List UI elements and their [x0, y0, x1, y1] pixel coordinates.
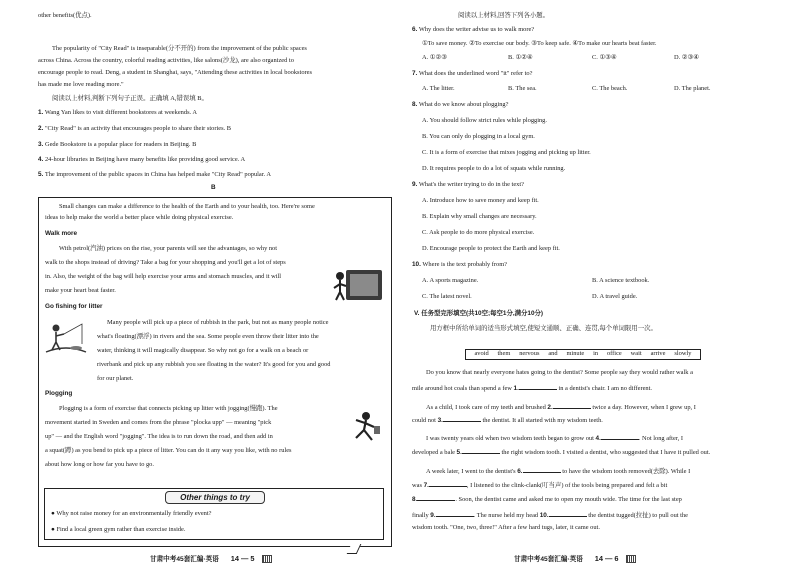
passage-line: could not 3. the dentist. It all started with my wisdom teeth. [412, 417, 603, 424]
passage-line: for our planet. [97, 375, 134, 382]
word: them [497, 350, 511, 358]
passage-line: up" — and the English word "jogging". The idea is to run down the road, and then add in [45, 433, 273, 440]
passage-line: finally 9. . The nurse held my head 10. the dentist tugged(拉扯) to pull out the [412, 512, 688, 519]
question: 8. What do we know about plogging? [412, 101, 509, 108]
walking-illustration [332, 268, 384, 302]
fishing-illustration [44, 318, 88, 354]
list-item: ● Why not raise money for an environmentally friendly event? [51, 510, 212, 517]
passage-line: about how long or how far you have to go. [45, 461, 154, 468]
section-label: B [211, 184, 216, 191]
option: C. It is a form of exercise that mixes jogging and picking up litter. [422, 149, 591, 156]
section-instruction: 用方框中所给单词的适当形式填空,使短文通顺、正确、连贯,每个单词限用一次。 [430, 325, 657, 332]
passage-line: developed a bale 5. the right wisdom tooth. I visited a dentist, who suggested that I have it pulled out. [412, 449, 711, 456]
passage-line: The popularity of "City Read" is inseparable(分不开的) from the improvement of the public spaces [52, 45, 307, 52]
passage-line: A week later, I went to the dentist's 6. to have the wisdom tooth removed(去除). While I [426, 468, 691, 475]
word: and [548, 350, 558, 358]
question: 6. Why does the writer advise us to walk more? [412, 26, 535, 33]
heading-walk: Walk more [45, 230, 78, 237]
passage-line: Do you know that nearly everyone hates going to the dentist? Some people say they would rather walk a [426, 369, 693, 376]
passage-line: what's floating(漂浮) in rivers and the sea. Some people even throw their litter into the [97, 333, 319, 340]
passage-line: across China. Across the country, colorful reading activities, like salons(沙龙), are also organized to [38, 57, 294, 64]
passage-line: wisdom tooth. "One, two, three!" After a few hard tugs, later, it came out. [412, 524, 600, 531]
qr-code-icon [262, 555, 272, 563]
statement: 1. Wang Yan likes to visit different bookstores at weekends. A [38, 109, 198, 116]
question: 10. Where is the text probably from? [412, 261, 508, 268]
question: 7. What does the underlined word "it" refer to? [412, 70, 533, 77]
option: B. ①②④ [508, 54, 533, 61]
word: office [606, 350, 622, 358]
statement: 2. "City Read" is an activity that encourages people to share their stories. B [38, 125, 232, 132]
word: in [593, 350, 599, 358]
page-footer: 甘肃中考45套汇编·英语 14 — 6 [514, 555, 636, 564]
option: B. The sea. [508, 85, 537, 92]
statement: 5. The improvement of the public spaces in China has helped make "City Read" popular. A [38, 171, 272, 178]
heading-plogging: Plogging [45, 390, 73, 397]
list-item: ● Find a local green gym rather than exercise inside. [51, 526, 186, 533]
option: B. You can only do plogging in a local gym. [422, 133, 535, 140]
instruction: 阅读以上材料,判断下列句子正误。正确填 A,错误填 B。 [52, 95, 208, 102]
plogging-illustration [346, 410, 386, 442]
passage-line: ideas to help make the world a better place while doing physical exercise. [45, 214, 234, 221]
option: A. A sports magazine. [422, 277, 479, 284]
option: C. ①③④ [592, 54, 617, 61]
passage-line: riverbank and pick up any rubbish you see floating in the water? It's good for you and good [97, 361, 331, 368]
word: avoid [474, 350, 489, 358]
instruction: 阅读以上材料,回答下列各小题。 [458, 12, 550, 19]
option: B. Explain why small changes are necessary. [422, 213, 537, 220]
option: B. A science textbook. [592, 277, 650, 284]
option: D. The planet. [674, 85, 711, 92]
passage-line: movement started in Sweden and comes from the phrase "plocka upp" — meaning "pick [45, 419, 272, 426]
option: C. The beach. [592, 85, 628, 92]
option: D. Encourage people to protect the Earth and keep fit. [422, 245, 560, 252]
passage-line: mile around hot coals than spend a few 1. in a dentist's chair. I am no different. [412, 385, 652, 392]
passage-line: encourage people to read. Deng, a student in Shanghai, says, "Attending these activities in local bookstores [38, 69, 312, 76]
passage-line: has made me love reading more." [38, 81, 124, 88]
option: D. It requires people to do a lot of squats while running. [422, 165, 566, 172]
word: arrive [650, 350, 666, 358]
word: slowly [674, 350, 692, 358]
word: minute [566, 350, 585, 358]
option: D. ②③④ [674, 54, 699, 61]
section-title: V. 任务型完形填空(共10空;每空1分,满分10分) [414, 310, 544, 317]
option: A. You should follow strict rules while plogging. [422, 117, 547, 124]
option: D. A travel guide. [592, 293, 638, 300]
bullet-icon: ● [51, 526, 55, 533]
passage-line: As a child, I took care of my teeth and brushed 2. twice a day. However, when I grew up, I [426, 404, 696, 411]
passage-line: was 7. , I listened to the clink-clank(叮当声) of the tools being prepared and felt a bit [412, 482, 668, 489]
passage-line: Many people will pick up a piece of rubbish in the park, but not as many people notice [107, 319, 329, 326]
question-sub: ①To save money. ②To exercise our body. ③To keep safe. ④To make our hearts beat faster. [422, 40, 657, 47]
things-title: Other things to try [165, 491, 265, 504]
option: A. The litter. [422, 85, 455, 92]
passage-line: I was twenty years old when two wisdom teeth began to grow out 4. . Not long after, I [426, 435, 683, 442]
page-footer: 甘肃中考45套汇编·英语 14 — 5 [150, 555, 272, 564]
word-bank [465, 349, 701, 360]
passage-line: water, thinking it will magically disappear. So why not go for a walk on a beach or [97, 347, 309, 354]
passage-line: Small changes can make a difference to the health of the Earth and to your health, too. Here're some [59, 203, 315, 210]
option: A. Introduce how to save money and keep fit. [422, 197, 539, 204]
right-page [400, 0, 800, 566]
passage-line: other benefits(优点). [38, 12, 92, 19]
passage-line: in. Also, the weight of the bag will help exercise your arms and stomach muscles, and it will [45, 273, 282, 280]
passage-line: 8. . Soon, the dentist came and asked me to open my mouth wide. The time for the last step [412, 496, 682, 503]
option: A. ①②③ [422, 54, 447, 61]
passage-line: walk to the shops instead of driving? Take a bag for your shopping and you'll get a lot of steps [45, 259, 286, 266]
bullet-icon: ● [51, 510, 55, 517]
passage-line: make your heart beat faster. [45, 287, 116, 294]
question: 9. What's the writer trying to do in the text? [412, 181, 524, 188]
passage-line: With petrol(汽油) prices on the rise, your parents will see the advantages, so why not [59, 245, 278, 252]
statement: 3. Gede Bookstore is a popular place for readers in Beijing. B [38, 141, 197, 148]
passage-line: Plogging is a form of exercise that connects picking up litter with jogging(慢跑). The [59, 405, 278, 412]
statement: 4. 24-hour libraries in Beijing have many benefits like providing good service. A [38, 156, 246, 163]
option: C. The latest novel. [422, 293, 472, 300]
option: C. Ask people to do more physical exercise. [422, 229, 535, 236]
passage-line: a squat(蹲) as you bend to pick up a piece of litter. You can do it any way you like, with no rules [45, 447, 292, 454]
heading-fishing: Go fishing for litter [45, 303, 103, 310]
word: nervous [519, 350, 540, 358]
word: wait [630, 350, 642, 358]
things-to-try-box [44, 488, 384, 540]
